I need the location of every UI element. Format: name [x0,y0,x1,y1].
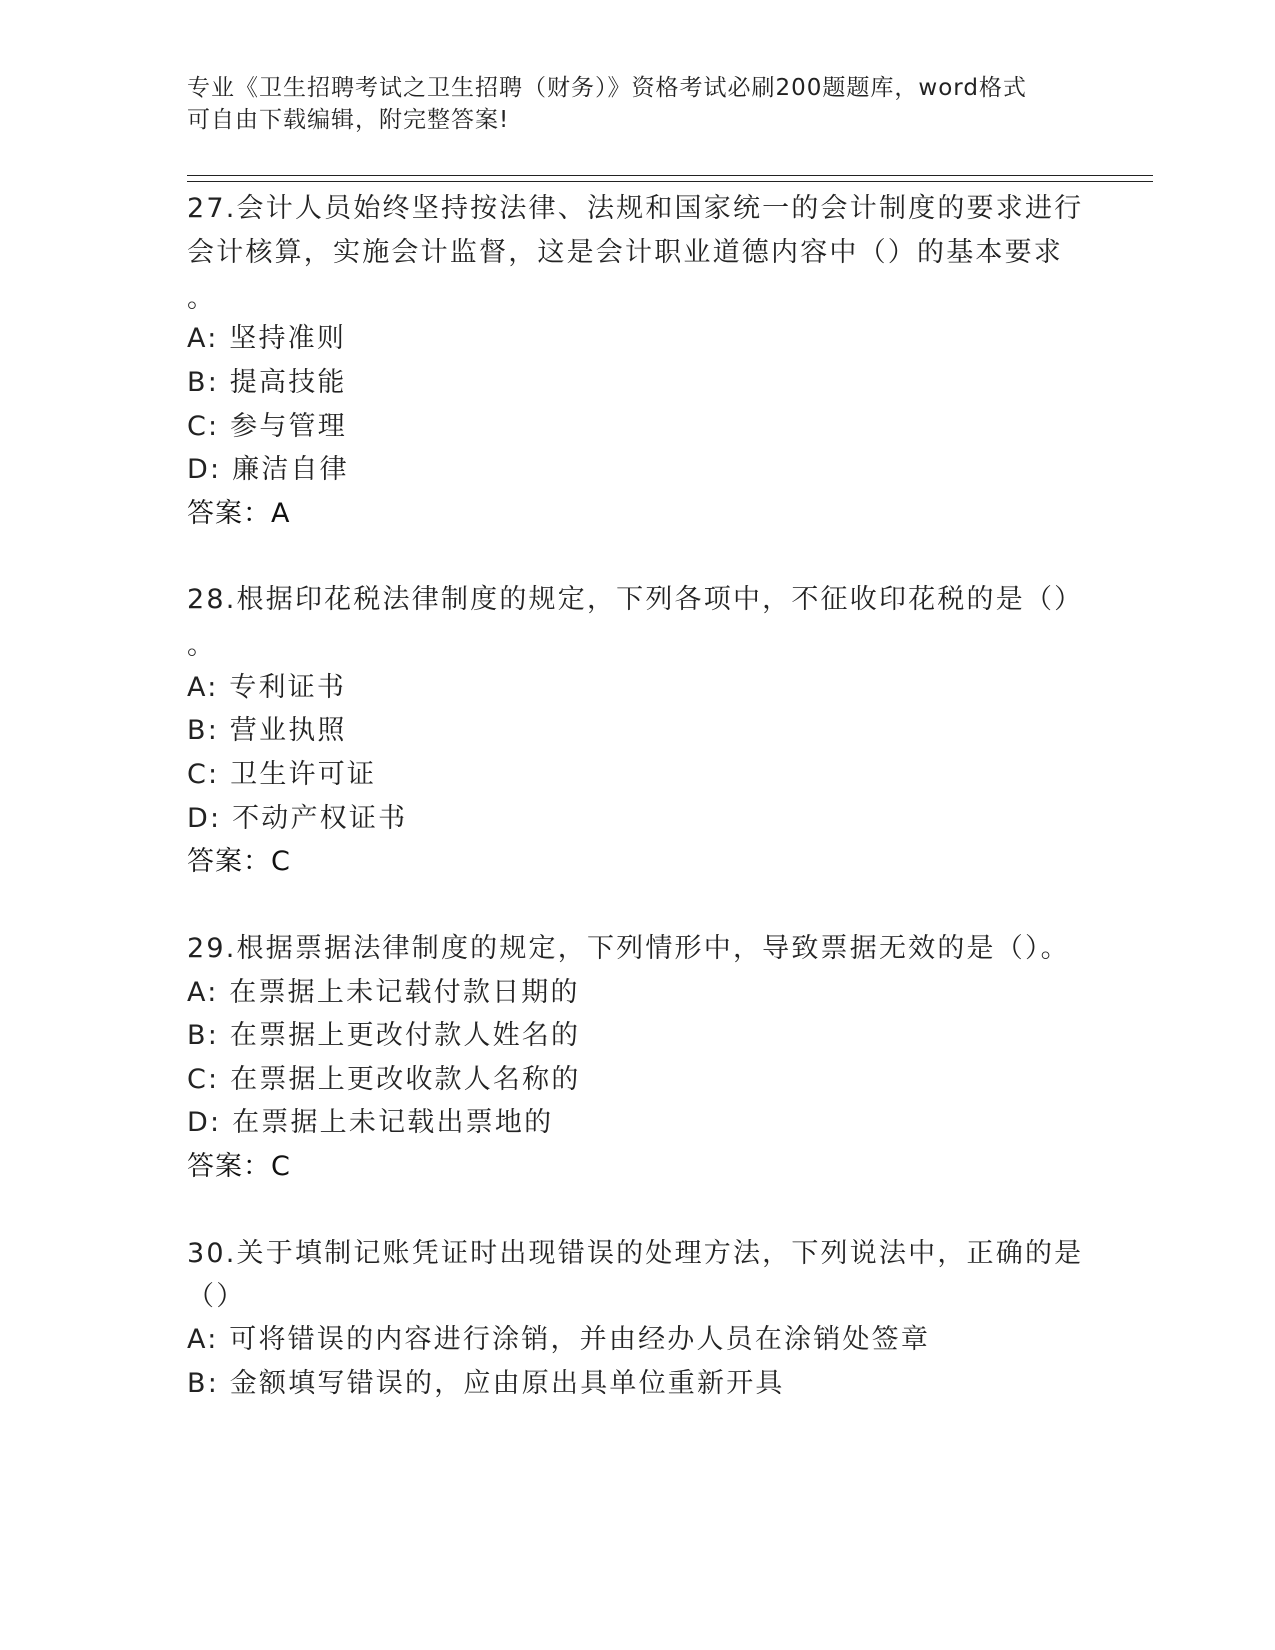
question-stem-line: 会计核算，实施会计监督，这是会计职业道德内容中（）的基本要求 [187,237,1063,268]
question-stem-line: 29.根据票据法律制度的规定，下列情形中，导致票据无效的是（）。 [187,933,1070,964]
answer: 答案：C [187,1151,291,1182]
question-stem-line: 30.关于填制记账凭证时出现错误的处理方法，下列说法中，正确的是 [187,1238,1084,1269]
answer: 答案：A [187,498,291,529]
option-b: B: 营业执照 [187,715,347,746]
option-a: A: 坚持准则 [187,323,347,354]
header-line-2: 可自由下载编辑，附完整答案! [187,107,510,133]
option-b: B: 在票据上更改付款人姓名的 [187,1020,581,1051]
option-a: A: 可将错误的内容进行涂销，并由经办人员在涂销处签章 [187,1324,931,1355]
option-c: C: 在票据上更改收款人名称的 [187,1064,581,1095]
option-b: B: 金额填写错误的，应由原出具单位重新开具 [187,1368,785,1399]
header-divider-top [187,175,1153,176]
option-d: D: 不动产权证书 [187,803,408,834]
option-c: C: 参与管理 [187,411,347,442]
option-d: D: 廉洁自律 [187,454,349,485]
question-stem-line: 27.会计人员始终坚持按法律、法规和国家统一的会计制度的要求进行 [187,193,1084,224]
option-a: A: 在票据上未记载付款日期的 [187,977,580,1008]
question-stem-line: 28.根据印花税法律制度的规定，下列各项中，不征收印花税的是（） [187,584,1084,615]
option-c: C: 卫生许可证 [187,759,377,790]
document-header [187,72,1067,136]
option-b: B: 提高技能 [187,367,347,398]
option-a: A: 专利证书 [187,672,347,703]
question-stem-line: 。 [187,283,217,314]
question-stem-line: （） [187,1281,246,1312]
option-d: D: 在票据上未记载出票地的 [187,1107,554,1138]
header-divider-bottom [187,181,1153,182]
question-stem-line: 。 [187,630,217,661]
header-line-1: 专业《卫生招聘考试之卫生招聘（财务）》资格考试必刷200题题库，word格式 [187,75,1027,101]
answer: 答案：C [187,846,291,877]
